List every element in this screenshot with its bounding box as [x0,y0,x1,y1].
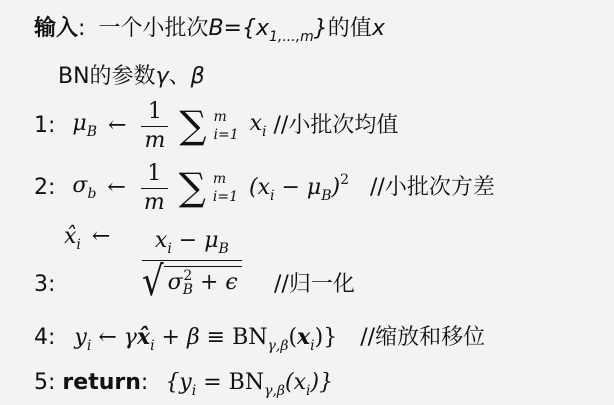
step-4-gamma: γ [123,325,137,350]
step-4-y: y [74,325,87,350]
input-set-close: } [313,16,328,41]
step-5-close: )} [310,370,334,395]
step-4-xhat: x̂ [136,324,151,350]
input-text-prefix: 一个小批次 [98,16,209,41]
step-1-sum-top: m [213,108,227,125]
input-line [34,18,385,44]
step-4-arg-x-sub: i [310,338,315,354]
step-4-bn-sub: γ,β [267,338,289,354]
step-3-den-sigma-sub: B [182,282,193,299]
input-colon: : [78,16,86,41]
step-1-x: x [249,111,263,136]
params-line [58,66,205,88]
step-1-sum-limits [213,108,238,144]
step-2-sum-limits [213,170,238,206]
step-1-comment: //小批次均值 [273,113,399,138]
step-3-fraction [142,226,242,306]
step-3-frac-den [142,257,242,306]
step-3-lhs [64,226,110,252]
step-1-frac-num: 1 [141,98,168,127]
step-5-colon: : [140,370,149,395]
step-4-arg-close: )} [314,325,338,350]
params-text: BN的参数 [58,64,156,89]
step-2-expr-close: ) [331,175,341,200]
step-3-num-minus: − μ [171,228,219,253]
step-2-minus: − μ [274,175,322,200]
step-2-sum: ∑ [178,165,206,209]
step-4-comment: //缩放和移位 [360,325,486,350]
step-5-arg-sub: i [306,383,311,399]
step-3-sqrt [142,257,242,306]
input-var: x [371,16,385,41]
step-3-num-x-sub: i [167,241,172,257]
step-3-arrow: ← [91,224,111,249]
step-1 [34,98,398,154]
step-1-frac-den: m [144,127,166,153]
input-set-expr: B={x [208,16,269,41]
step-4-plus-beta: + β ≡ [154,325,233,350]
step-4 [34,326,485,353]
step-4-arg-x: x [297,324,311,350]
step-1-mu-sub: B [86,124,98,140]
step-2-sigma-sub: b [87,186,97,202]
step-4-number: 4: [34,325,56,350]
step-5 [34,372,333,398]
step-2-comment: //小批次方差 [370,175,495,200]
step-3-xhat-sub: i [76,237,81,253]
step-3-frac-num [142,226,242,261]
step-2-number: 2: [34,175,56,200]
step-2-sum-bottom: i=1 [212,189,238,205]
step-4-y-sub: i [86,338,92,354]
step-2-frac-den: m [143,189,165,215]
params-sep: 、 [168,64,191,89]
step-2-pow: 2 [340,172,350,188]
step-5-number: 5: [34,370,56,395]
step-4-xhat-sub: i [150,338,155,354]
step-3-den-sigma: σ [167,270,183,296]
params-beta: β [190,64,205,89]
step-3-number: 3: [34,272,56,297]
step-2-mu-sub: B [321,188,332,204]
step-3-den-plus: + ϵ [193,270,238,296]
step-3-comment: //归一化 [274,272,355,297]
step-2-fraction [141,160,168,216]
step-3-den-sigma-sup: 2 [183,268,193,285]
step-2-frac-num: 1 [141,160,168,189]
input-text-suffix: 的值 [327,16,372,41]
input-label: 输入 [34,16,79,41]
step-5-arg: (x [285,370,306,395]
step-1-number: 1: [34,113,56,138]
step-2-sigma: σ [72,173,88,198]
step-1-fraction [141,98,168,154]
step-5-return-keyword: return [62,370,141,395]
step-2-x-sub: i [270,188,275,204]
step-3-num-mu-sub: B [218,241,229,257]
step-5-open: {y [165,370,192,395]
sqrt-icon: √ [142,257,164,306]
step-1-sum: ∑ [179,103,207,147]
step-3-num-x: x [154,228,168,253]
step-5-eq: = [196,370,229,395]
step-5-bn-sub: γ,β [264,383,285,399]
step-4-bn: BN [232,325,268,350]
step-1-arrow: ← [108,113,127,138]
step-5-bn: BN [228,370,265,395]
input-set-sub: 1,...,m [269,29,314,45]
step-4-arrow: ← [98,325,117,350]
params-gamma: γ [155,64,169,89]
step-1-x-sub: i [262,124,267,140]
step-2 [34,160,495,216]
step-3-radicand [164,266,242,297]
step-1-mu: μ [72,111,87,136]
step-1-sum-bottom: i=1 [213,127,239,143]
step-2-sum-top: m [212,170,227,187]
step-2-arrow: ← [107,175,126,200]
step-3-xhat: x̂ [64,224,77,249]
step-5-y-sub: i [191,383,197,399]
step-4-arg-open: ( [288,325,298,350]
step-2-expr-open: (x [249,175,270,200]
